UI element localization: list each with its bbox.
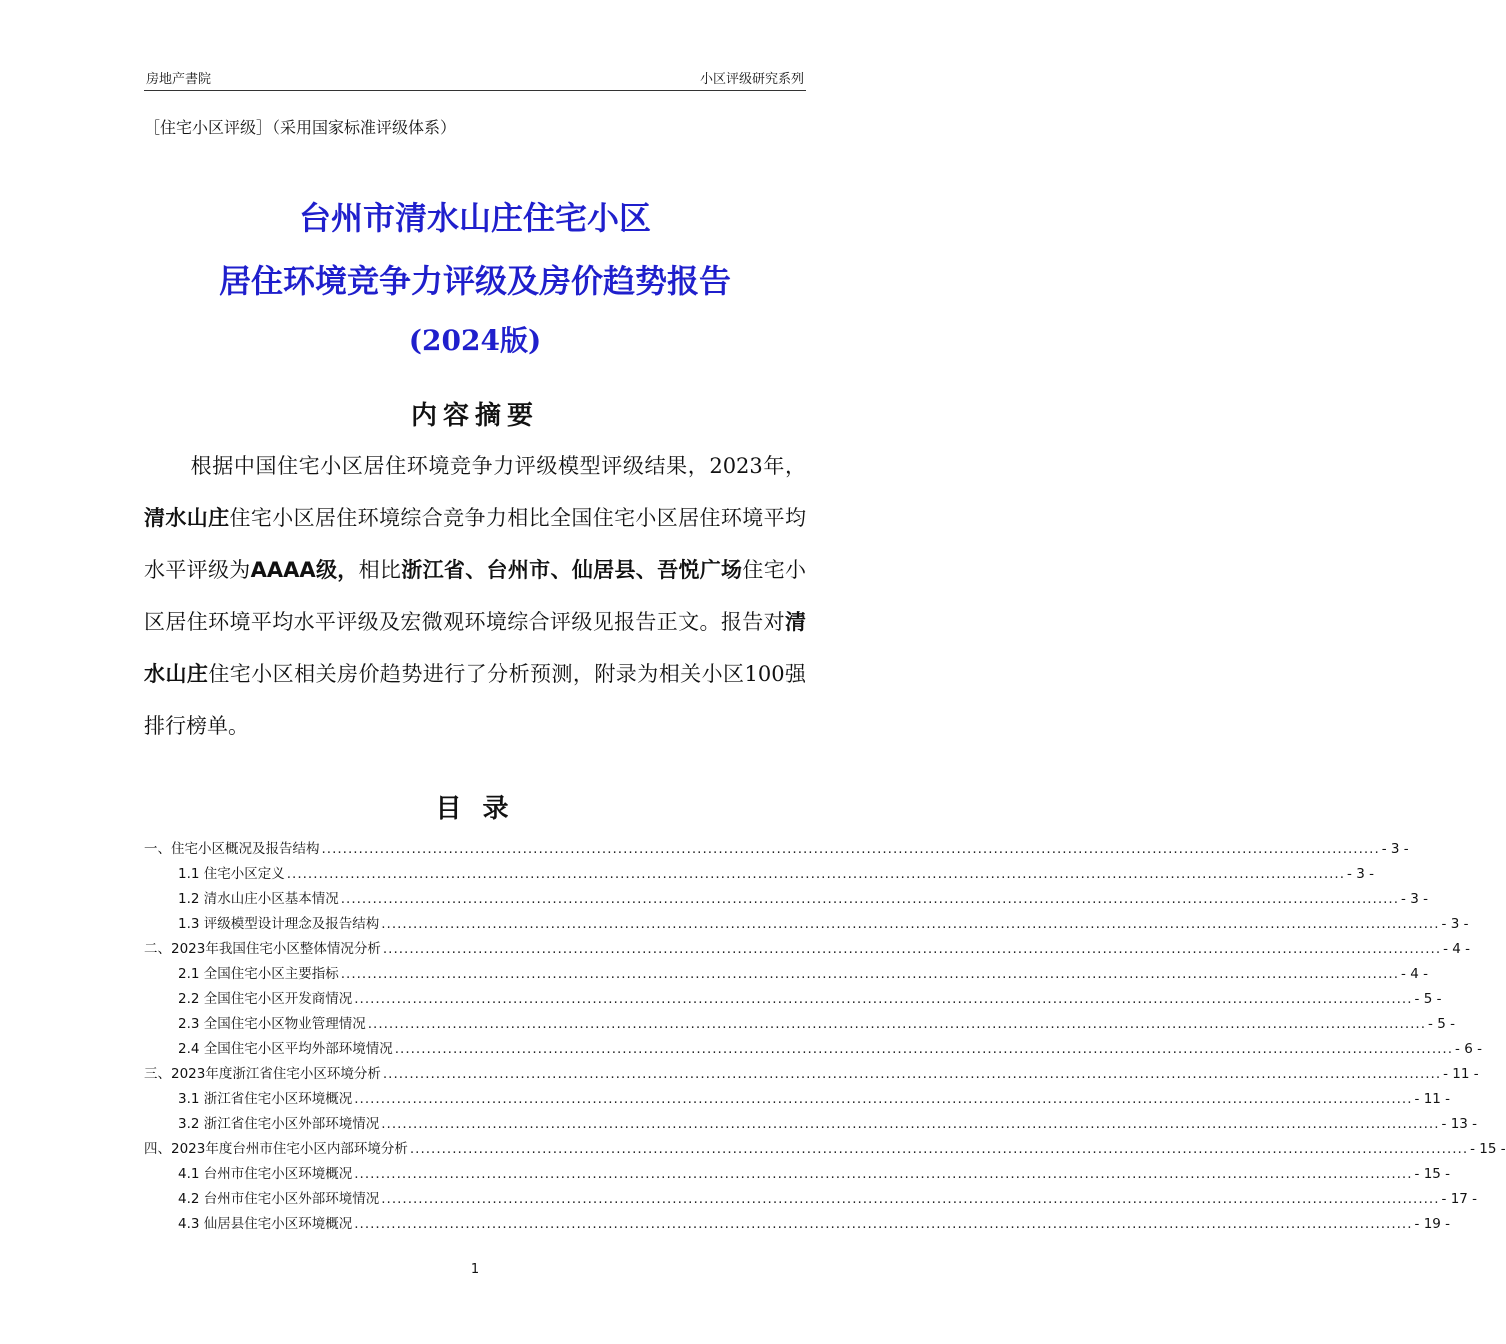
toc-entry-text: 4.1 台州市住宅小区环境概况 <box>178 1166 353 1182</box>
toc-entry-text: 1.3 评级模型设计理念及报告结构 <box>178 916 380 932</box>
toc-entry[interactable] <box>144 857 1374 882</box>
abstract-body: 根据中国住宅小区居住环境竞争力评级模型评级结果，2023年，清水山庄住宅小区居住环境综合竞争力相比全国住宅小区居住环境平均水平评级为AAAA级，相比浙江省、台州市、仙居县、吾悦广场住宅小区居住环境平均水平评级及宏微观环境综合评级见报告正文。报告对清水山庄住宅小区相关房价趋势进行了分析预测，附录为相关小区100强排行榜单。 <box>144 454 807 738</box>
toc-entry[interactable] <box>144 1157 1451 1182</box>
toc-entry[interactable] <box>144 932 1471 957</box>
toc-leader-dots: ........................................................................................................................................................................................................ <box>354 1091 1413 1107</box>
toc-leader-dots: ........................................................................................................................................................................................................ <box>367 1016 1427 1032</box>
toc-entry-text: 四、2023年度台州市住宅小区内部环境分析 <box>144 1141 408 1157</box>
toc-entry-text: 1.1 住宅小区定义 <box>178 866 285 882</box>
report-category: ［住宅小区评级］（采用国家标准评级体系） <box>144 118 457 137</box>
toc-heading: 目 录 <box>435 794 515 824</box>
toc-leader-dots: ........................................................................................................................................................................................................ <box>340 966 1400 982</box>
toc-entry-text: 二、2023年我国住宅小区整体情况分析 <box>144 941 381 957</box>
toc-entry-text: 3.1 浙江省住宅小区环境概况 <box>178 1091 353 1107</box>
toc-entry-text: 三、2023年度浙江省住宅小区环境分析 <box>144 1066 381 1082</box>
abstract-heading: 内容摘要 <box>410 401 539 431</box>
toc-entry-page: - 19 - <box>1414 1216 1451 1232</box>
toc-leader-dots: ........................................................................................................................................................................................................ <box>340 891 1400 907</box>
toc-entry[interactable] <box>144 1107 1478 1132</box>
toc-entry-page: - 11 - <box>1443 1066 1479 1082</box>
toc-entry-page: - 5 - <box>1414 991 1442 1007</box>
toc-leader-dots: ........................................................................................................................................................................................................ <box>409 1141 1469 1157</box>
toc-leader-dots: ........................................................................................................................................................................................................ <box>382 1066 1442 1082</box>
toc-entry-text: 一、住宅小区概况及报告结构 <box>144 841 320 857</box>
toc-entry-text: 2.3 全国住宅小区物业管理情况 <box>178 1016 366 1032</box>
toc-entry[interactable] <box>144 1057 1479 1082</box>
toc-entry-text: 2.1 全国住宅小区主要指标 <box>178 966 339 982</box>
toc-entry-page: - 4 - <box>1401 966 1428 982</box>
toc-entry-page: - 3 - <box>1347 866 1374 882</box>
toc-entry[interactable] <box>144 1182 1478 1207</box>
toc-entry-text: 2.4 全国住宅小区平均外部环境情况 <box>178 1041 393 1057</box>
title-line-1: 台州市清水山庄住宅小区 <box>298 199 651 237</box>
page-header <box>144 66 806 91</box>
toc-leader-dots: ........................................................................................................................................................................................................ <box>381 1191 1440 1207</box>
toc-leader-dots: ........................................................................................................................................................................................................ <box>381 1116 1440 1132</box>
toc-entry[interactable] <box>144 957 1428 982</box>
title-edition: (2024版) <box>408 324 542 357</box>
toc-leader-dots: ........................................................................................................................................................................................................ <box>354 1166 1413 1182</box>
toc-leader-dots: ........................................................................................................................................................................................................ <box>354 1216 1413 1232</box>
toc-entry-page: - 5 - <box>1428 1016 1455 1032</box>
header-right: 小区评级研究系列 <box>699 72 804 87</box>
toc-leader-dots: ........................................................................................................................................................................................................ <box>354 991 1413 1007</box>
toc-leader-dots: ........................................................................................................................................................................................................ <box>394 1041 1454 1057</box>
toc-leader-dots: ........................................................................................................................................................................................................ <box>382 941 1442 957</box>
toc-entry[interactable] <box>144 1007 1455 1032</box>
toc-entry-page: - 11 - <box>1414 1091 1451 1107</box>
toc-entry-page: - 15 - <box>1414 1166 1451 1182</box>
header-left: 房地产書院 <box>146 72 212 87</box>
toc-entry[interactable] <box>144 1032 1482 1057</box>
page-number: 1 <box>470 1262 480 1277</box>
toc-entry[interactable] <box>144 882 1428 907</box>
toc-entry-page: - 17 - <box>1441 1191 1478 1207</box>
toc-entry[interactable] <box>144 907 1469 932</box>
toc-entry-text: 2.2 全国住宅小区开发商情况 <box>178 991 353 1007</box>
toc-entry[interactable] <box>144 1082 1451 1107</box>
toc-entry[interactable] <box>144 982 1442 1007</box>
toc-leader-dots: ........................................................................................................................................................................................................ <box>321 841 1380 857</box>
toc-entry[interactable] <box>144 832 1409 857</box>
table-of-contents <box>144 832 1506 1232</box>
toc-entry-page: - 4 - <box>1443 941 1471 957</box>
toc-entry-page: - 3 - <box>1441 916 1469 932</box>
toc-leader-dots: ........................................................................................................................................................................................................ <box>286 866 1346 882</box>
toc-entry-text: 3.2 浙江省住宅小区外部环境情况 <box>178 1116 380 1132</box>
toc-entry-text: 4.3 仙居县住宅小区环境概况 <box>178 1216 353 1232</box>
toc-entry-text: 4.2 台州市住宅小区外部环境情况 <box>178 1191 380 1207</box>
toc-entry-page: - 6 - <box>1455 1041 1482 1057</box>
toc-entry-page: - 3 - <box>1401 891 1428 907</box>
toc-entry[interactable] <box>144 1207 1451 1232</box>
toc-entry[interactable] <box>144 1132 1506 1157</box>
title-line-2: 居住环境竞争力评级及房价趋势报告 <box>218 262 731 300</box>
toc-leader-dots: ........................................................................................................................................................................................................ <box>381 916 1440 932</box>
toc-entry-page: - 15 - <box>1470 1141 1506 1157</box>
toc-entry-page: - 13 - <box>1441 1116 1478 1132</box>
toc-entry-page: - 3 - <box>1381 841 1409 857</box>
toc-entry-text: 1.2 清水山庄小区基本情况 <box>178 891 339 907</box>
